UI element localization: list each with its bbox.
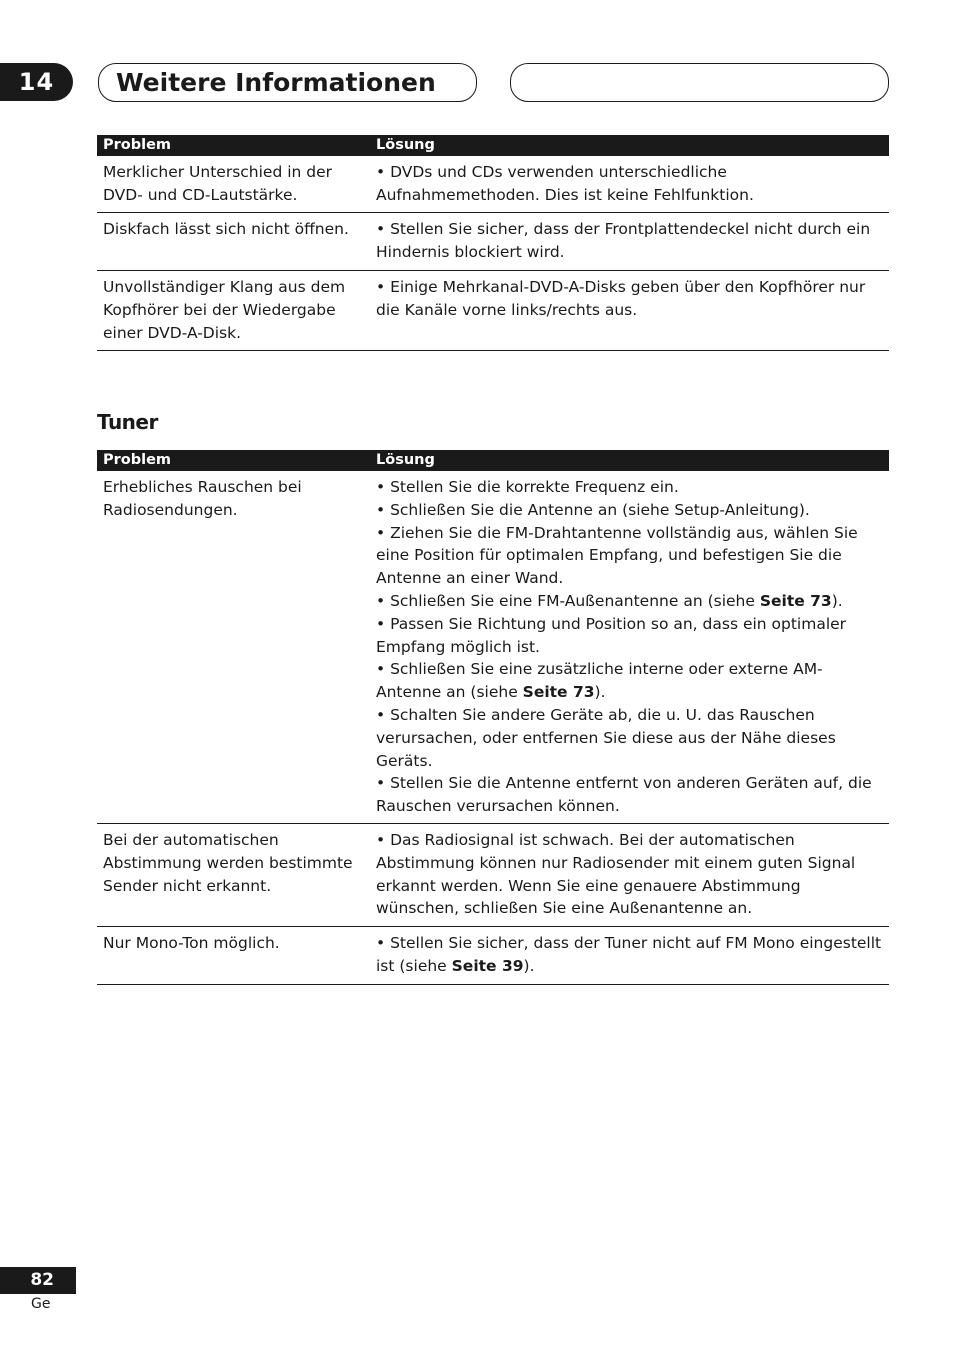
text-segment: Hindernis blockiert wird. bbox=[376, 242, 565, 261]
table-row bbox=[97, 824, 889, 927]
problem-cell bbox=[103, 218, 365, 241]
problem-cell bbox=[103, 476, 365, 522]
page-reference: Seite 73 bbox=[522, 683, 595, 702]
text-line bbox=[376, 772, 881, 795]
empty-header-box bbox=[510, 63, 889, 102]
text-line bbox=[376, 522, 881, 545]
text-segment: verursachen, oder entfernen Sie diese aus der Nähe dieses bbox=[376, 728, 836, 747]
column-header-solution: Lösung bbox=[376, 137, 435, 153]
text-segment: Abstimmung können nur Radiosender mit einem guten Signal bbox=[376, 853, 856, 872]
text-line bbox=[376, 636, 881, 659]
table-row bbox=[97, 471, 889, 824]
column-header-problem: Problem bbox=[103, 452, 172, 468]
text-line bbox=[376, 829, 881, 852]
text-segment: die Kanäle vorne links/rechts aus. bbox=[376, 300, 638, 319]
text-segment: ). bbox=[594, 683, 606, 702]
text-line bbox=[376, 852, 881, 875]
text-segment: • Stellen Sie die Antenne entfernt von anderen Geräten auf, die bbox=[376, 774, 872, 793]
text-segment: wünschen, schließen Sie eine Außenantenne an. bbox=[376, 899, 753, 918]
text-line: einer DVD-A-Disk. bbox=[103, 323, 242, 342]
text-segment: • Schließen Sie die Antenne an (siehe Setup-Anleitung). bbox=[376, 500, 810, 519]
page-title: Weitere Informationen bbox=[116, 68, 436, 97]
text-segment: Antenne an (siehe bbox=[376, 683, 523, 702]
troubleshooting-table-general bbox=[97, 135, 889, 351]
text-segment: • Schließen Sie eine zusätzliche interne oder externe AM- bbox=[376, 660, 823, 679]
text-line bbox=[376, 161, 881, 184]
text-segment: Rauschen verursachen können. bbox=[376, 797, 620, 816]
text-line: Sender nicht erkannt. bbox=[103, 876, 272, 895]
text-line: Merklicher Unterschied in der bbox=[103, 163, 333, 181]
text-line bbox=[376, 795, 881, 818]
text-line bbox=[376, 704, 881, 727]
solution-cell bbox=[376, 476, 881, 818]
text-line bbox=[376, 727, 881, 750]
column-header-solution: Lösung bbox=[376, 452, 435, 468]
text-line bbox=[376, 241, 881, 264]
text-line bbox=[376, 932, 881, 955]
solution-cell bbox=[376, 218, 881, 264]
text-line bbox=[376, 750, 881, 773]
text-segment: Empfang möglich ist. bbox=[376, 637, 540, 656]
text-line: Radiosendungen. bbox=[103, 500, 238, 519]
text-line bbox=[376, 544, 881, 567]
troubleshooting-table-tuner bbox=[97, 450, 889, 985]
solution-cell bbox=[376, 276, 881, 322]
text-line: Erhebliches Rauschen bei bbox=[103, 478, 302, 496]
table-row bbox=[97, 271, 889, 351]
page-reference: Seite 73 bbox=[759, 591, 832, 610]
text-line: Diskfach lässt sich nicht öffnen. bbox=[103, 220, 349, 238]
text-segment: Aufnahmemethoden. Dies ist keine Fehlfunktion. bbox=[376, 185, 754, 204]
text-line: Kopfhörer bei der Wiedergabe bbox=[103, 300, 336, 319]
text-segment: ). bbox=[831, 591, 843, 610]
table-header bbox=[97, 135, 889, 156]
column-header-problem: Problem bbox=[103, 137, 172, 153]
text-segment: eine Position für optimalen Empfang, und befestigen Sie die bbox=[376, 546, 842, 565]
chapter-title-box bbox=[98, 63, 477, 102]
text-line bbox=[376, 658, 881, 681]
text-segment: Antenne an einer Wand. bbox=[376, 569, 564, 588]
table-header bbox=[97, 450, 889, 471]
text-segment: Geräts. bbox=[376, 751, 433, 770]
text-line: DVD- und CD-Lautstärke. bbox=[103, 185, 298, 204]
text-segment: • Einige Mehrkanal-DVD-A-Disks geben über den Kopfhörer nur bbox=[376, 278, 866, 296]
page-reference: Seite 39 bbox=[451, 956, 524, 975]
solution-cell bbox=[376, 932, 881, 978]
problem-cell bbox=[103, 161, 365, 207]
text-segment: • Ziehen Sie die FM-Drahtantenne vollständig aus, wählen Sie bbox=[376, 523, 858, 542]
text-line bbox=[376, 897, 881, 920]
text-line: Bei der automatischen bbox=[103, 831, 279, 849]
text-segment: ist (siehe bbox=[376, 956, 452, 975]
text-line bbox=[376, 681, 881, 704]
text-segment: • Stellen Sie sicher, dass der Tuner nicht auf FM Mono eingestellt bbox=[376, 934, 882, 952]
text-line bbox=[376, 590, 881, 613]
text-line bbox=[376, 499, 881, 522]
text-segment: • DVDs und CDs verwenden unterschiedliche bbox=[376, 163, 727, 181]
text-line bbox=[376, 299, 881, 322]
text-line bbox=[376, 218, 881, 241]
text-line bbox=[376, 476, 881, 499]
text-line: Unvollständiger Klang aus dem bbox=[103, 278, 346, 296]
language-code: Ge bbox=[31, 1296, 51, 1312]
text-segment: ). bbox=[523, 956, 535, 975]
text-line bbox=[376, 276, 881, 299]
text-line bbox=[376, 875, 881, 898]
problem-cell bbox=[103, 829, 365, 897]
text-segment: • Stellen Sie sicher, dass der Frontplattendeckel nicht durch ein bbox=[376, 220, 871, 238]
text-segment: • Das Radiosignal ist schwach. Bei der automatischen bbox=[376, 831, 795, 849]
text-segment: • Schalten Sie andere Geräte ab, die u. U. das Rauschen bbox=[376, 705, 815, 724]
text-line: Abstimmung werden bestimmte bbox=[103, 853, 353, 872]
page-number-tab bbox=[0, 1267, 76, 1294]
solution-cell bbox=[376, 829, 881, 920]
text-line: Nur Mono-Ton möglich. bbox=[103, 934, 280, 952]
text-segment: erkannt werden. Wenn Sie eine genauere Abstimmung bbox=[376, 876, 801, 895]
problem-cell bbox=[103, 276, 365, 344]
section-heading-tuner: Tuner bbox=[97, 410, 158, 434]
text-line bbox=[376, 613, 881, 636]
text-line bbox=[376, 955, 881, 978]
solution-cell bbox=[376, 161, 881, 207]
page-number: 82 bbox=[30, 1270, 54, 1290]
table-row bbox=[97, 927, 889, 985]
table-row bbox=[97, 213, 889, 271]
problem-cell bbox=[103, 932, 365, 955]
text-segment: • Stellen Sie die korrekte Frequenz ein. bbox=[376, 478, 679, 496]
text-line bbox=[376, 567, 881, 590]
text-segment: • Schließen Sie eine FM-Außenantenne an (siehe bbox=[376, 591, 760, 610]
table-row bbox=[97, 156, 889, 213]
text-line bbox=[376, 184, 881, 207]
chapter-number-tab: 14 bbox=[0, 63, 73, 101]
text-segment: • Passen Sie Richtung und Position so an, dass ein optimaler bbox=[376, 614, 847, 633]
